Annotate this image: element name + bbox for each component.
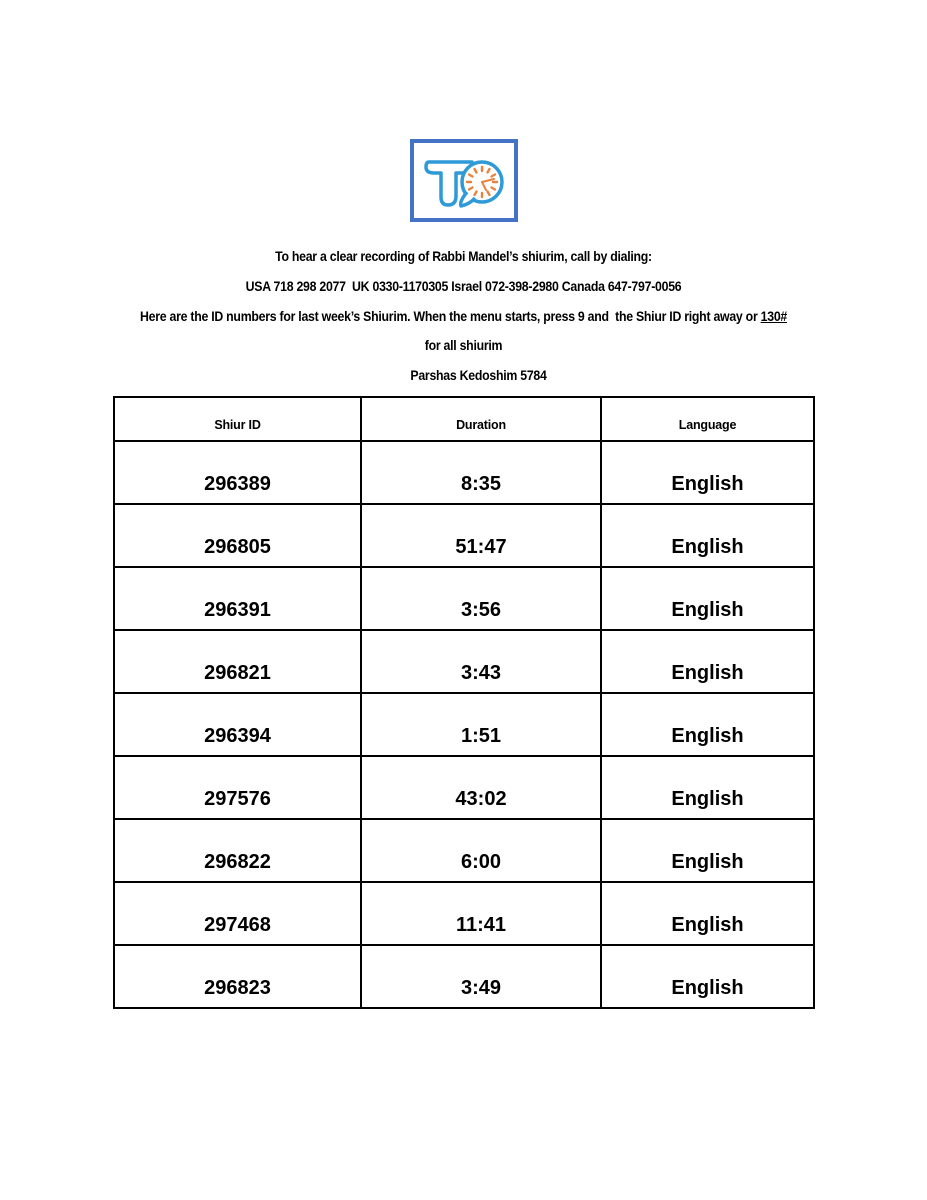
table-row (114, 567, 814, 630)
table-header-row (114, 397, 814, 441)
table-row (114, 945, 814, 1008)
language-cell: English (601, 756, 814, 819)
shiur-id-cell: 297468 (114, 882, 361, 945)
language-cell: English (601, 504, 814, 567)
shiur-id-cell: 296822 (114, 819, 361, 882)
shiur-id-cell: 296389 (114, 441, 361, 504)
intro-line-instructions (56, 308, 872, 325)
column-header-language: Language (601, 397, 814, 441)
language-cell: English (601, 630, 814, 693)
table-row (114, 756, 814, 819)
intro-line-dialing: To hear a clear recording of Rabbi Mandel’s shiurim, call by dialing: (275, 248, 652, 264)
intro-line-instructions-wrap: for all shiurim (424, 337, 503, 353)
language-cell: English (601, 945, 814, 1008)
duration-cell: 1:51 (361, 693, 601, 756)
table-row (114, 693, 814, 756)
shiur-id-cell: 297576 (114, 756, 361, 819)
table-row (114, 819, 814, 882)
duration-cell: 3:43 (361, 630, 601, 693)
duration-cell: 3:49 (361, 945, 601, 1008)
shiur-id-cell: 296823 (114, 945, 361, 1008)
duration-cell: 6:00 (361, 819, 601, 882)
shiur-id-cell: 296394 (114, 693, 361, 756)
shiur-id-cell: 296805 (114, 504, 361, 567)
table-row (114, 882, 814, 945)
language-cell: English (601, 567, 814, 630)
column-header-duration: Duration (361, 397, 601, 441)
duration-cell: 51:47 (361, 504, 601, 567)
language-cell: English (601, 693, 814, 756)
all-shiurim-code: 130# (760, 308, 787, 324)
torah-clock-logo-graphic (414, 145, 514, 217)
duration-cell: 43:02 (361, 756, 601, 819)
table-row (114, 441, 814, 504)
intro-line-phone-numbers: USA 718 298 2077 UK 0330-1170305 Israel 072-398-2980 Canada 647-797-0056 (245, 278, 682, 294)
logo-box (410, 139, 518, 222)
language-cell: English (601, 882, 814, 945)
shiur-id-cell: 296821 (114, 630, 361, 693)
table-row (114, 630, 814, 693)
column-header-shiur-id: Shiur ID (114, 397, 361, 441)
duration-cell: 11:41 (361, 882, 601, 945)
table-row (114, 504, 814, 567)
language-cell: English (601, 819, 814, 882)
instructions-text: Here are the ID numbers for last week’s Shiurim. When the menu starts, press 9 and the Shiur ID right away or (140, 308, 761, 324)
page-title: Parshas Kedoshim 5784 (410, 367, 547, 383)
duration-cell: 8:35 (361, 441, 601, 504)
duration-cell: 3:56 (361, 567, 601, 630)
language-cell: English (601, 441, 814, 504)
shiur-table (113, 396, 815, 1009)
shiur-id-cell: 296391 (114, 567, 361, 630)
